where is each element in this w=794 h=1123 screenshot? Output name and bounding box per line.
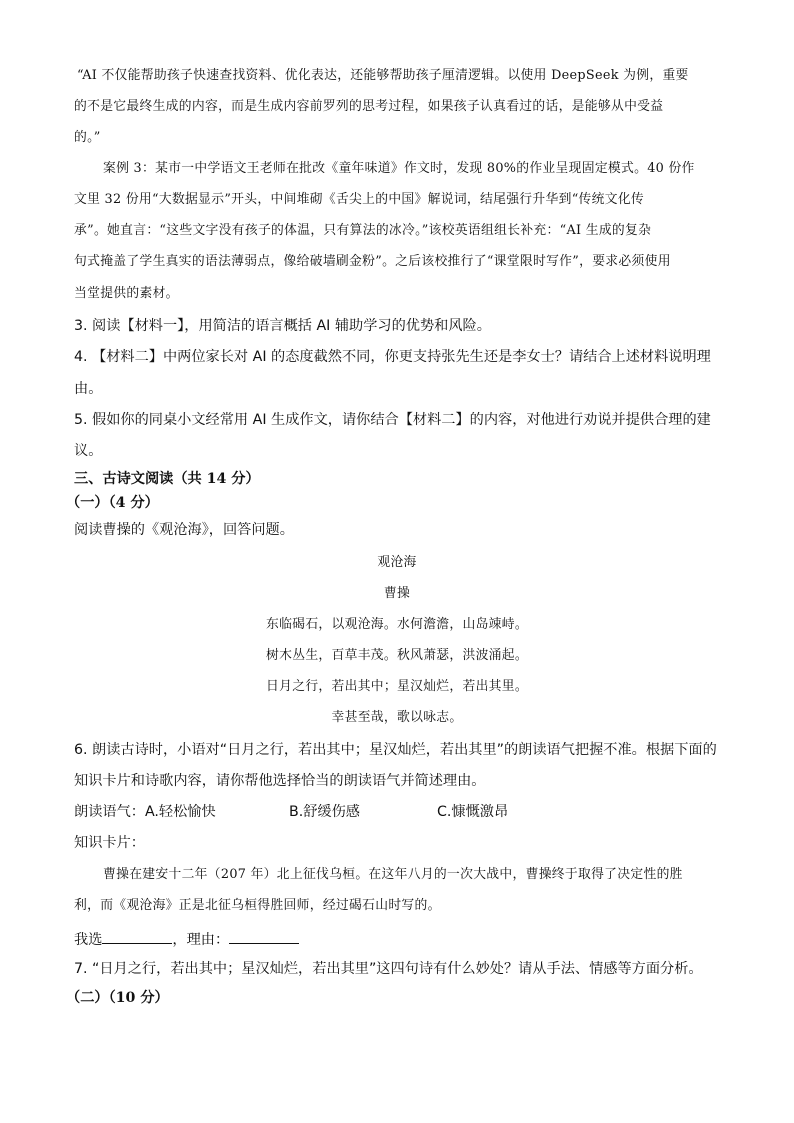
section-3-heading: 三、古诗文阅读（共 14 分） <box>74 471 260 487</box>
reason-blank[interactable] <box>229 931 299 944</box>
case3-line-1: 案例 3：某市一中学语文王老师在批改《童年味道》作文时，发现 80%的作业呈现固定模式。40 份作 <box>103 161 695 176</box>
case3-line-5: 当堂提供的素材。 <box>74 286 179 301</box>
knowledge-card-label: 知识卡片： <box>74 835 145 851</box>
case3-line-4: 句式掩盖了学生真实的语法薄弱点，像给破墙刷金粉”。之后该校推行了“课堂限时写作”，要求必须使用 <box>74 254 671 269</box>
part-1-intro: 阅读曹操的《观沧海》，回答问题。 <box>74 522 294 538</box>
part-2-heading: （二）（10 分） <box>66 990 169 1006</box>
tone-label: 朗读语气： <box>74 804 145 820</box>
poem-line-3: 日月之行，若出其中；星汉灿烂，若出其里。 <box>266 679 528 694</box>
option-c: C.慷慨激昂 <box>437 804 509 820</box>
knowledge-card-line-2: 利，而《观沧海》正是北征乌桓得胜回师，经过碣石山时写的。 <box>74 898 441 913</box>
question-6-line-1: 6. 朗读古诗时，小语对“日月之行，若出其中；星汉灿烂，若出其里”的朗读语气把握不准。根据下面的 <box>74 742 717 758</box>
poem-line-2: 树木丛生，百草丰茂。秋风萧瑟，洪波涌起。 <box>266 648 528 663</box>
question-4-line-1: 4. 【材料二】中两位家长对 AI 的态度截然不同，你更支持张先生还是李女士？请结合上述材料说明理 <box>74 349 711 365</box>
tone-options <box>74 805 216 819</box>
question-5-line-2: 议。 <box>74 443 103 459</box>
quote-line-1: “AI 不仅能帮助孩子快速查找资料、优化表达，还能够帮助孩子厘清逻辑。以使用 DeepSeek 为例，重要 <box>77 68 689 83</box>
poem-line-1: 东临碣石，以观沧海。水何澹澹，山岛竦峙。 <box>266 617 528 632</box>
option-b: B.舒缓伤感 <box>289 804 360 820</box>
answer-reason-label: ，理由： <box>172 932 230 948</box>
answer-choose-label: 我选 <box>74 932 103 948</box>
quote-line-2: 的不是它最终生成的内容，而是生成内容前罗列的思考过程，如果孩子认真看过的话，是能够从中受益 <box>74 99 664 114</box>
knowledge-card-line-1: 曹操在建安十二年（207 年）北上征伐乌桓。在这年八月的一次大战中，曹操终于取得了决定性的胜 <box>103 867 683 882</box>
option-a: A.轻松愉快 <box>144 804 216 820</box>
question-4-line-2: 由。 <box>74 381 103 397</box>
case3-line-2: 文里 32 份用“大数据显示”开头，中间堆砌《舌尖上的中国》解说词，结尾强行升华到“传统文化传 <box>74 192 645 207</box>
question-3: 3. 阅读【材料一】，用简洁的语言概括 AI 辅助学习的优势和风险。 <box>74 318 491 334</box>
question-6-line-2: 知识卡片和诗歌内容，请你帮他选择恰当的朗读语气并简述理由。 <box>74 773 486 789</box>
question-5-line-1: 5. 假如你的同桌小文经常用 AI 生成作文，请你结合【材料二】的内容，对他进行劝说并提供合理的建 <box>74 412 711 428</box>
quote-line-3: 的。” <box>74 130 101 145</box>
poem-author: 曹操 <box>383 586 411 601</box>
poem-title: 观沧海 <box>377 555 417 570</box>
case3-line-3: 承”。她直言：“这些文字没有孩子的体温，只有算法的冰冷。”该校英语组组长补充：“AI 生成的复杂 <box>74 223 652 238</box>
answer-line <box>74 931 299 947</box>
poem-line-4: 幸甚至哉，歌以咏志。 <box>331 710 463 725</box>
question-7: 7. “日月之行，若出其中；星汉灿烂，若出其里”这四句诗有什么妙处？请从手法、情感等方面分析。 <box>74 961 703 977</box>
choice-blank[interactable] <box>102 931 172 944</box>
part-1-heading: （一）（4 分） <box>66 495 159 511</box>
